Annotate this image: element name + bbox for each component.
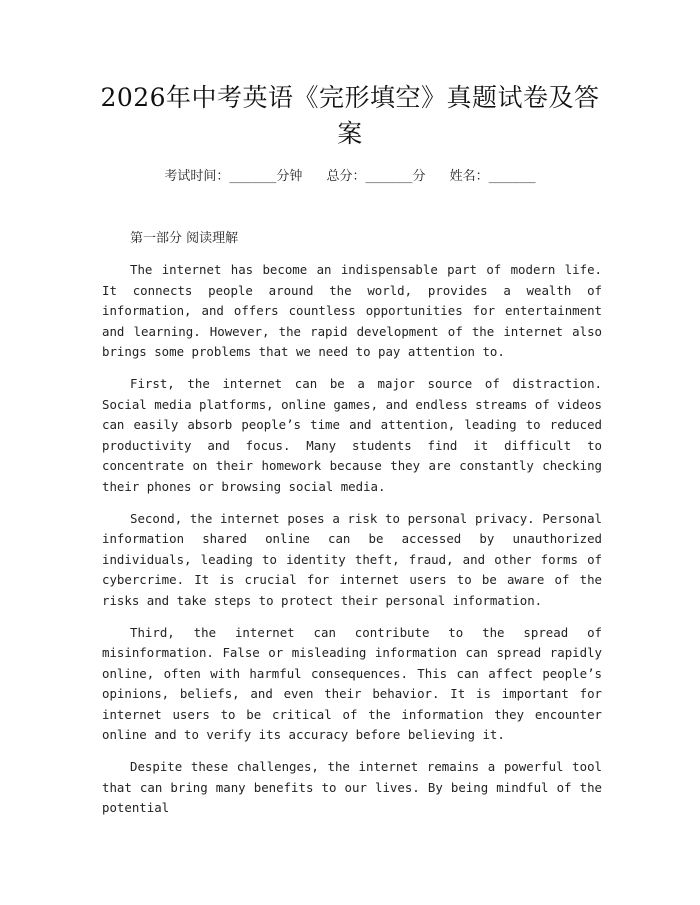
total-score-blank: ______: [365, 169, 413, 184]
total-score-label: 总分：: [326, 169, 366, 184]
name-label: 姓名：: [449, 169, 489, 184]
paragraph: Third, the internet can contribute to the spread of misinformation. False or misleading information can spread rapidly online, often with harmful consequences. This can affect people’s opinions, beliefs, and even their behavior. It is important for internet users to be critical of the information they encounter online and to verify its accuracy before believing it.: [102, 624, 602, 743]
passage-body: [102, 260, 602, 830]
name-blank: ______: [488, 169, 536, 184]
total-score-unit: 分: [412, 169, 426, 184]
exam-info-line: [0, 168, 700, 186]
exam-time-label: 考试时间：: [164, 169, 230, 184]
exam-time-field: [164, 169, 302, 184]
paragraph: Despite these challenges, the internet remains a powerful tool that can bring many benefits to our lives. By being mindful of the potential: [102, 759, 602, 816]
paragraph: Second, the internet poses a risk to personal privacy. Personal information shared online can be accessed by unauthorized individuals, leading to identity theft, fraud, and other forms of cybercrime. It is crucial for internet users to be aware of the risks and take steps to protect their personal information.: [102, 510, 602, 608]
exam-time-blank: ______: [229, 169, 277, 184]
total-score-field: [327, 169, 426, 184]
section-heading: 第一部分 阅读理解: [130, 231, 239, 246]
paragraph: First, the internet can be a major source of distraction. Social media platforms, online games, and endless streams of videos can easily absorb people’s time and attention, leading to reduced productivity and focus. Many students find it difficult to concentrate on their homework because they are constantly checking their phones or browsing social media.: [102, 375, 602, 494]
name-field: [450, 169, 536, 184]
document-title: 2026年中考英语《完形填空》真题试卷及答案: [100, 83, 600, 148]
paragraph: The internet has become an indispensable part of modern life. It connects people around the world, provides a wealth of information, and offers countless opportunities for entertainment and learning. However, the rapid development of the internet also brings some problems that we need to pay attention to.: [102, 262, 602, 360]
exam-time-unit: 分钟: [276, 169, 303, 184]
